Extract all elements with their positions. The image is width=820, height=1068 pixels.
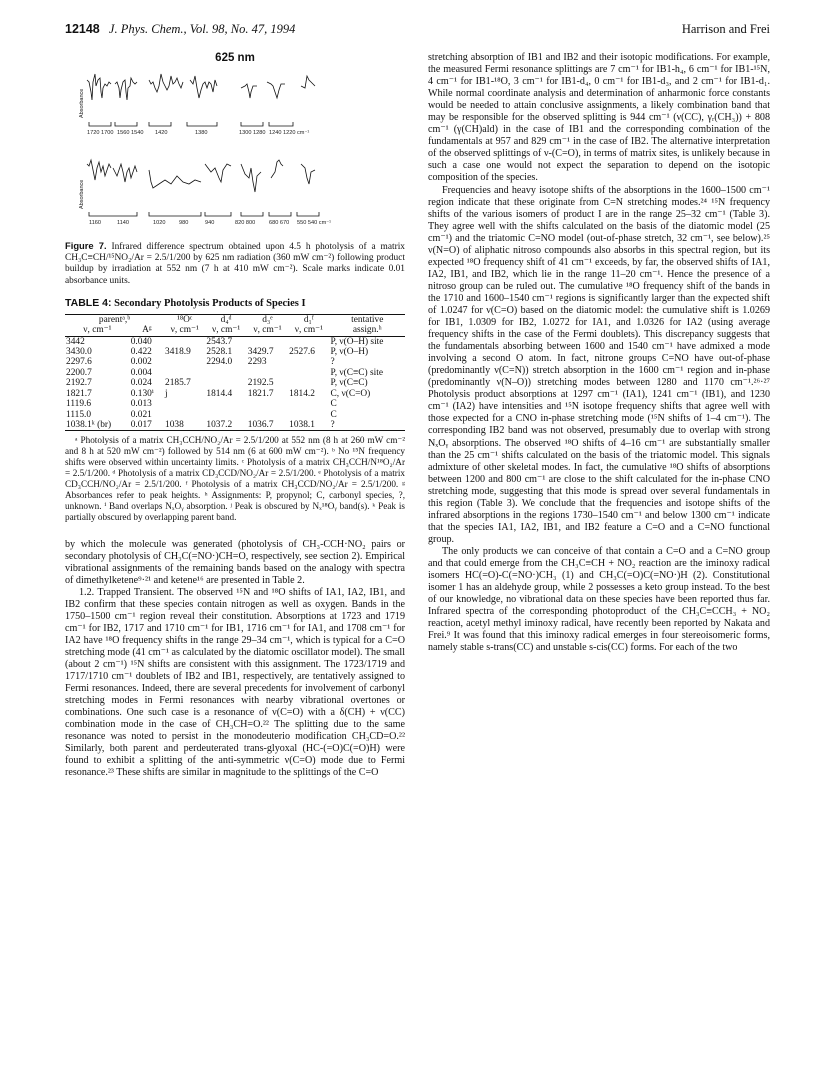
table-footnotes: ᵃ Photolysis of a matrix CH₃CCH/NO₂/Ar = 2.5/1/200 at 552 nm (8 h at 260 mW cm⁻² and 8 h at 520 mW cm⁻²) followed by 514 nm (6 at 600 mW cm⁻²). ᵇ No ¹⁵N frequency shifts were observed within uncertainty limits. ᶜ Photolysis of a matrix CH₃CCH/N¹⁸O₂/Ar = 2.5/1/200. ᵈ Photolysis of a matrix CD₃CCD/NO₂/Ar = 2.5/1/200. ᵉ Photolysis of a matrix CD₃CCH/NO₂/Ar = 2.5/1/200. ᶠ Photolysis of a matrix CH₃CCD/NO₂/Ar = 2.5/1/200. ᵍ Absorbances refer to peak heights. ʰ Assignments: P, propynol; C, carbonyl species, ?, unknown. ⁱ Band overlaps NₓOᵧ absorption. ʲ Peak is obscured by Nₓ¹⁸Oᵧ band(s). ᵏ Peak is partially obscured by overlapping parent band. xyxy=(65,435,405,522)
col-nu-d3: ν, cm⁻¹ xyxy=(247,325,288,336)
bottom-tick-3: 1020 xyxy=(153,220,166,226)
bottom-tick-8: 550 540 cm⁻¹ xyxy=(297,220,332,226)
table-row: 3430.0 0.422 3418.9 2528.1 3429.7 2527.6 P, ν(O–H) xyxy=(66,347,369,358)
table-row: 2297.6 0.002 2294.0 2293 ? xyxy=(66,357,335,368)
table-row: 2192.7 0.024 2185.7 2192.5 P, ν(C≡C) xyxy=(66,378,368,389)
top-tick-4: 1380 xyxy=(195,130,208,136)
page-number: 12148 xyxy=(65,22,100,36)
bottom-axis-brackets xyxy=(89,212,319,216)
col-absorbance: Aᵍ xyxy=(130,325,164,336)
top-tick-5: 1300 1280 xyxy=(239,130,266,136)
table-row: 1038.1ᵏ (br) 0.017 1038 1037.2 1036.7 1038.1 ? xyxy=(65,420,405,431)
spectrum-plot xyxy=(65,52,405,238)
figure-title: 625 nm xyxy=(215,52,255,64)
col-assign: assign.ʰ xyxy=(330,325,405,336)
bottom-tick-7: 680 670 xyxy=(269,220,290,226)
col-nu-d4: ν, cm⁻¹ xyxy=(205,325,246,336)
col-tentative: tentative xyxy=(330,314,405,325)
left-body-text xyxy=(65,539,405,780)
y-axis-label-bottom: Absorbance xyxy=(79,179,85,209)
right-column xyxy=(428,52,770,654)
bottom-spectrum-traces xyxy=(87,160,315,192)
table-row: 1821.7 0.130ⁱ j 1814.4 1821.7 1814.2 C, ν(C=O) xyxy=(66,388,371,399)
table-row: 2200.7 0.004 P, ν(C≡C) site xyxy=(66,367,384,378)
bottom-tick-2: 1140 xyxy=(117,220,130,226)
left-column xyxy=(65,52,405,780)
paragraph: 1.2. Trapped Transient. The observed ¹⁵N and ¹⁸O shifts of IA1, IA2, IB1, and IB2 confirm that these species contain nitrogen as well as oxygen. Bands in the 1750–1500 cm⁻¹ region reveal their constitution. Absorptions at 1723 and 1719 cm⁻¹ for IB2, 1717 and 1710 cm⁻¹ for IB1, 1716 cm⁻¹ for IA1, and 1708 cm⁻¹ for IA2 have ¹⁸O frequency shifts in the range 29–34 cm⁻¹, which is typical for a C=O stretching mode (41 cm⁻¹ as calculated by the diatomic oscillator model). The small (about 2 cm⁻¹) ¹⁵N shifts are consistent with this assignment. The 1723/1719 and 1717/1710 cm⁻¹ doublets of IB2 and IB1, respectively, are tentatively assigned to Fermi resonances. Indeed, there are several precedents for involvement of carbonyl stretching modes in Fermi resonances with nearby vibrational overtones or combinations. One such case is a resonance of ν(C=O) with a δ(CH) + ν(CC) combination mode in the case of CH₃CH=O.²² The splitting due to the same resonance was noted to persist in the monodeuterio modification CH₃CD=O.²² Similarly, both parent and perdeuterated trans-glyoxal (HC-(=O)C(=O)H) were found to exhibit a splitting of the anti-symmetric ν(C=O) mode due to Fermi resonance.²³ These shifts are similar in magnitude to the splittings of the C=O xyxy=(65,586,405,779)
figure-7 xyxy=(65,52,405,238)
col-18o: ¹⁸Oᶜ xyxy=(164,314,205,325)
col-nu-18o: ν, cm⁻¹ xyxy=(164,325,205,336)
col-d1: d₁ᶠ xyxy=(288,314,329,325)
table-title xyxy=(65,297,405,310)
paragraph: by which the molecule was generated (photolysis of CH₃-CCH·NO₂ pairs or secondary photolysis of CH₃C(=NO·)CH=O, respectively, see section 2). Empirical vibrational assignments of the remaining bands based on the analogy with spectra of dimethylketene⁹·²¹ and ketene¹⁶ are presented in Table 2. xyxy=(65,538,405,586)
bottom-tick-5: 940 xyxy=(205,220,215,226)
caption-text: Infrared difference spectrum obtained upon 4.5 h photolysis of a matrix CH₃C≡CH/¹⁵NO₂/Ar = 2.5/1/200 by 625 nm radiation (360 mW cm⁻²) following product buildup by irradiation at 552 nm (7 h at 410 mW cm⁻²). Scale marks indicate 0.01 absorbance units. xyxy=(65,242,405,286)
bottom-tick-1: 1160 xyxy=(89,220,102,226)
top-tick-1: 1720 1700 xyxy=(87,130,114,136)
table-row: 1115.0 0.021 C xyxy=(66,409,337,420)
caption-label: Figure 7. xyxy=(65,240,107,251)
table-row: 3442 0.040 2543.7 P, ν(O–H) site xyxy=(66,336,384,347)
col-d4: d₄ᵈ xyxy=(205,314,246,325)
table-4 xyxy=(65,314,405,431)
paragraph: Frequencies and heavy isotope shifts of the absorptions in the 1600–1500 cm⁻¹ region indicate that these originate from C=N stretching modes.²⁴ ¹⁵N frequency shifts of the various isomers of product I are in the range 25–32 cm⁻¹ (Table 3). They agree well with the shifts calculated on the basis of the diatomic model (25 cm⁻¹) and the triatomic C=NO model (out-of-phase stretch, 32 cm⁻¹, see below).²⁵ ν(N=O) of aliphatic nitroso compounds also absorbs in this spectral region, but its expected ¹⁸O frequency shift of 41 cm⁻¹ exceeds, by far, the observed shifts of IA1, IA2, IB1, and IB2, which lie in the range 11–20 cm⁻¹. Hence the presence of a nitroso group can be ruled out. The cumulative ¹⁸O frequency shift of the bands in the 1710 and 1600–1540 cm⁻¹ regions is significantly larger than the expected shift of 1.0247 for ν(C=O) based on the diatomic model: the cumulative shift is 1.0269 for IB1, 1.0309 for IB2, 1.0272 for IA1, and 1.0326 for IA2 (using average frequency shifts in the case of the Fermi doublets). This discrepancy suggests that the fundamentals absorbing between 1600 and 1540 cm⁻¹ have admixed a mode involving a second O atom. In fact, nitrone groups C=NO have out-of-phase (predominantly ν(C=N)) stretch absorption in the 1600 cm⁻¹ region and in-phase (predominantly ν(N–O)) stretching modes between 1280 and 1170 cm⁻¹.²⁶·²⁷ Photolysis product absorptions at 1297 cm⁻¹ (IA1), 1241 cm⁻¹ (IB1), and 1230 cm⁻¹ (IA2) have intensities and ¹⁵N isotope frequency shifts that agree well with those expected for a CNO in-phase stretching mode (¹⁵N shifts of 1–4 cm⁻¹). The corresponding IB2 band was not observed, presumably due to overlap with strong NₓOᵧ absorptions. The observed ¹⁸O shifts of 4–16 cm⁻¹ are substantially smaller than the 25 cm⁻¹ shifts calculated on the basis of the triatomic model. This signals admixture of other skeletal modes. In fact, the cumulative ¹⁸O shifts of absorptions between 1200 and 800 cm⁻¹ are close to the shift calculated for the in-phase CNO stretching mode, suggesting that this mode is spread over several fundamentals in this region (Table 3). We conclude that the frequencies and isotope shifts of the infrared absorptions in the regions 1730–1540 cm⁻¹ and below 1300 cm⁻¹ indicate that the species IA1, IA2, IB1, and IB2 feature a C=O and a C=NO functional group. xyxy=(428,184,770,545)
bottom-tick-6: 820 800 xyxy=(235,220,256,226)
page-header xyxy=(65,22,770,40)
col-d3: d₃ᵉ xyxy=(247,314,288,325)
col-nu-parent: ν, cm⁻¹ xyxy=(65,325,130,336)
top-tick-2: 1560 1540 xyxy=(117,130,144,136)
col-nu-d1: ν, cm⁻¹ xyxy=(288,325,329,336)
running-authors: Harrison and Frei xyxy=(681,22,770,36)
top-spectrum-traces xyxy=(87,74,315,100)
paragraph: stretching absorption of IB1 and IB2 and their isotopic modifications. For example, the measured Fermi resonance splittings are 7 cm⁻¹ for IB1-h₄, 6 cm⁻¹ for IB1-¹⁵N, 4 cm⁻¹ for IB1-¹⁸O, 3 cm⁻¹ for IB1-d₄, 0 cm⁻¹ for IB1-d₃, and 2 cm⁻¹ for IB1-d₁. While normal coordinate analysis and determination of anharmonic force constants would be needed to attain conclusive assignments, a likely combination band that may be responsible for the observed splitting is 944 cm⁻¹ (ν(CC), γᵣ(CH₃)) + 808 cm⁻¹ (γ(CH)ald) in the case of IB1 and the corresponding combination of the fundamentals at 957 and 829 cm⁻¹ in the case of IB2. The alternative interpretation of the observed splittings of ν-(C=O), in terms of matrix sites, is unlikely because in such a case one would not expect the separation to depend on the isotopic composition of the species. xyxy=(428,52,770,184)
bottom-tick-4: 980 xyxy=(179,220,189,226)
top-tick-3: 1420 xyxy=(155,130,168,136)
top-tick-6: 1240 1220 cm⁻¹ xyxy=(269,130,310,136)
col-parent: parentᵃ,ᵇ xyxy=(65,314,164,325)
y-axis-label-top: Absorbance xyxy=(79,88,85,118)
top-axis-brackets xyxy=(89,122,293,126)
table-label: TABLE 4: xyxy=(65,296,112,309)
figure-caption xyxy=(65,240,405,287)
table-title-text: Secondary Photolysis Products of Species I xyxy=(114,297,306,309)
table-row: 1119.6 0.013 C xyxy=(66,399,337,410)
journal-citation: J. Phys. Chem., Vol. 98, No. 47, 1994 xyxy=(108,22,296,36)
paragraph: The only products we can conceive of that contain a C=O and a C=NO group and that could emerge from the CH₃C≡CH + NO₂ reaction are the iminoxy radical isomers HC(=O)-C(=NO·)CH₃ (1) and CH₃C(=O)C(=NO·)H (2). Constitutional isomer 1 has an aldehyde group, while 2 possesses a keto group instead. To the best of our knowledge, no vibrational data on these species have been reported thus far. Infrared spectra of the corresponding photoproduct of the CH₃C≡CCH₃ + NO₂ reaction, acetyl methyl iminoxy radical, have recently been reported by Nakata and Frei.⁹ It was found that this iminoxy radical emerges in four stereoisomeric forms, namely stable s-trans(CC) and unstable s-cis(CC) forms. For each of the two xyxy=(428,545,770,654)
